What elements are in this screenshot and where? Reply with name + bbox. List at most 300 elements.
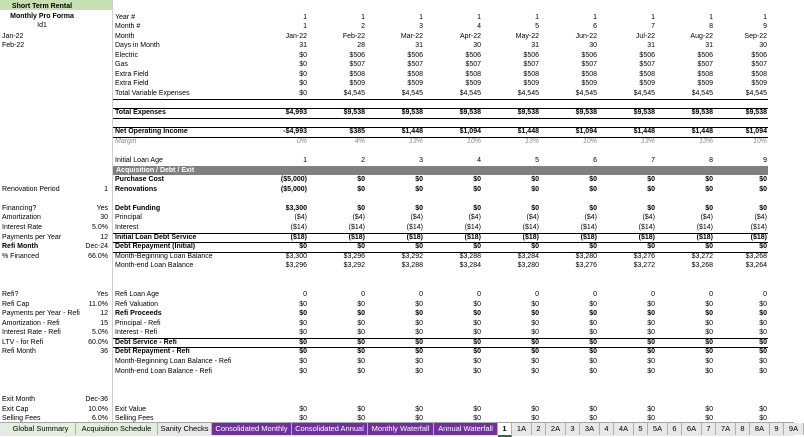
value-cell[interactable]: 1 xyxy=(763,13,767,21)
value-cell[interactable]: $506 xyxy=(581,51,597,59)
value-cell[interactable] xyxy=(255,386,307,396)
line-item-label-cell[interactable]: Debt Funding xyxy=(115,204,161,212)
line-item-label-cell[interactable]: Margin xyxy=(115,137,137,145)
value-cell[interactable]: $3,284 xyxy=(459,262,481,270)
value-cell[interactable]: 10% xyxy=(752,137,767,145)
assumption-label-cell[interactable] xyxy=(0,271,86,281)
assumption-label-cell[interactable]: Interest Rate xyxy=(2,224,43,232)
value-cell[interactable] xyxy=(545,280,597,290)
assumption-label-cell[interactable] xyxy=(0,175,86,185)
value-cell[interactable]: $0 xyxy=(473,415,481,423)
line-item-label-cell[interactable]: Month-Beginning Loan Balance xyxy=(115,252,213,260)
assumption-label-cell[interactable] xyxy=(0,60,86,70)
value-cell[interactable]: Jan-22 xyxy=(285,32,307,40)
value-cell[interactable]: $0 xyxy=(589,348,597,356)
value-cell[interactable]: $0 xyxy=(647,329,655,337)
value-cell[interactable]: Jul-22 xyxy=(635,32,655,40)
value-cell[interactable]: $0 xyxy=(531,310,539,318)
value-cell[interactable] xyxy=(313,395,365,405)
line-item-label-cell[interactable]: Refi Loan Age xyxy=(115,291,159,299)
value-cell[interactable]: 1 xyxy=(303,157,307,165)
value-cell[interactable]: 13% xyxy=(640,137,655,145)
value-cell[interactable]: ($4) xyxy=(642,214,655,222)
value-cell[interactable]: $0 xyxy=(589,300,597,308)
value-cell[interactable]: ($18) xyxy=(522,233,539,241)
assumption-label-cell[interactable]: Refi Month xyxy=(2,243,39,251)
value-cell[interactable] xyxy=(715,146,767,156)
value-cell[interactable]: $0 xyxy=(415,300,423,308)
value-cell[interactable]: ($4) xyxy=(294,214,307,222)
value-cell[interactable]: ($4) xyxy=(754,214,767,222)
value-cell[interactable]: -$4,993 xyxy=(283,128,307,136)
sheet-tab[interactable]: 9 xyxy=(770,423,784,435)
value-cell[interactable]: $0 xyxy=(647,310,655,318)
value-cell[interactable] xyxy=(371,376,423,386)
assumption-label-cell[interactable] xyxy=(0,367,86,377)
value-cell[interactable]: $4,545 xyxy=(459,90,481,98)
value-cell[interactable]: Apr-22 xyxy=(459,32,481,40)
value-cell[interactable]: $0 xyxy=(647,405,655,413)
assumption-value-cell[interactable] xyxy=(84,99,108,109)
sheet-tab[interactable]: 9A xyxy=(784,423,804,435)
value-cell[interactable]: $0 xyxy=(531,415,539,423)
value-cell[interactable]: $0 xyxy=(473,367,481,375)
value-cell[interactable]: 0 xyxy=(651,291,655,299)
value-cell[interactable]: $4,993 xyxy=(285,109,307,117)
value-cell[interactable]: $0 xyxy=(531,243,539,251)
value-cell[interactable] xyxy=(715,395,767,405)
assumption-label-cell[interactable] xyxy=(0,156,86,166)
assumption-label-cell[interactable] xyxy=(0,108,86,118)
value-cell[interactable]: $0 xyxy=(415,367,423,375)
value-cell[interactable]: ($14) xyxy=(406,224,423,232)
value-cell[interactable]: $0 xyxy=(415,415,423,423)
value-cell[interactable]: $4,545 xyxy=(343,90,365,98)
assumption-label-cell[interactable] xyxy=(0,51,86,61)
value-cell[interactable] xyxy=(313,146,365,156)
sheet-tab[interactable]: 5 xyxy=(634,423,648,435)
line-item-label-cell[interactable]: Net Operating Income xyxy=(115,128,188,136)
value-cell[interactable]: 31 xyxy=(531,42,539,50)
value-cell[interactable]: 0 xyxy=(303,291,307,299)
value-cell[interactable]: $0 xyxy=(759,358,767,366)
assumption-value-cell[interactable] xyxy=(84,41,108,51)
value-cell[interactable]: $0 xyxy=(759,329,767,337)
value-cell[interactable]: ($18) xyxy=(750,233,767,241)
value-cell[interactable] xyxy=(661,280,713,290)
value-cell[interactable]: 30 xyxy=(589,42,597,50)
value-cell[interactable]: $0 xyxy=(589,176,597,184)
value-cell[interactable]: $0 xyxy=(473,405,481,413)
value-cell[interactable]: $0 xyxy=(705,367,713,375)
value-cell[interactable]: $0 xyxy=(299,70,307,78)
assumption-label-cell[interactable]: % Financed xyxy=(2,252,39,260)
value-cell[interactable]: $0 xyxy=(299,338,307,346)
value-cell[interactable]: $0 xyxy=(415,358,423,366)
value-cell[interactable] xyxy=(371,386,423,396)
value-cell[interactable]: 31 xyxy=(705,42,713,50)
assumption-label-cell[interactable]: Exit Cap xyxy=(2,405,29,413)
sheet-tab[interactable]: Sanity Checks xyxy=(158,423,212,435)
value-cell[interactable]: $0 xyxy=(589,310,597,318)
value-cell[interactable]: $0 xyxy=(357,319,365,327)
sheet-tab[interactable]: Consolidated Monthly xyxy=(212,423,292,435)
value-cell[interactable]: $0 xyxy=(759,310,767,318)
line-item-label-cell[interactable]: Debt Repayment - Refi xyxy=(115,348,190,356)
value-cell[interactable]: $0 xyxy=(759,415,767,423)
assumption-value-cell[interactable] xyxy=(84,51,108,61)
value-cell[interactable]: $0 xyxy=(415,319,423,327)
value-cell[interactable]: $1,448 xyxy=(633,128,655,136)
sheet-tab[interactable]: Monthly Waterfall xyxy=(368,423,434,435)
assumption-label-cell[interactable] xyxy=(0,376,86,386)
line-item-label-cell[interactable]: Month-end Loan Balance xyxy=(115,262,194,270)
value-cell[interactable]: $3,296 xyxy=(285,262,307,270)
value-cell[interactable]: $4,545 xyxy=(401,90,423,98)
assumption-label-cell[interactable]: Payments per Year xyxy=(2,233,62,241)
line-item-label-cell[interactable]: Principal xyxy=(115,214,142,222)
value-cell[interactable]: $508 xyxy=(523,70,539,78)
value-cell[interactable]: $508 xyxy=(407,70,423,78)
assumption-label-cell[interactable] xyxy=(0,70,86,80)
value-cell[interactable]: ($14) xyxy=(580,224,597,232)
value-cell[interactable]: $1,448 xyxy=(691,128,713,136)
value-cell[interactable]: $3,280 xyxy=(575,252,597,260)
assumption-label-cell[interactable] xyxy=(0,13,86,23)
value-cell[interactable]: 1 xyxy=(593,13,597,21)
value-cell[interactable]: $0 xyxy=(589,204,597,212)
value-cell[interactable]: $0 xyxy=(705,329,713,337)
sheet-tab[interactable]: 3 xyxy=(566,423,580,435)
value-cell[interactable]: $0 xyxy=(705,243,713,251)
value-cell[interactable]: 7 xyxy=(651,23,655,31)
value-cell[interactable]: ($4) xyxy=(526,214,539,222)
value-cell[interactable]: $4,545 xyxy=(575,90,597,98)
value-cell[interactable]: $3,276 xyxy=(633,252,655,260)
value-cell[interactable] xyxy=(371,99,423,109)
value-cell[interactable]: May-22 xyxy=(515,32,539,40)
value-cell[interactable] xyxy=(545,376,597,386)
assumption-value-cell[interactable]: 30 xyxy=(100,214,108,222)
value-cell[interactable]: $0 xyxy=(759,300,767,308)
value-cell[interactable]: $0 xyxy=(357,367,365,375)
value-cell[interactable]: $3,288 xyxy=(459,252,481,260)
value-cell[interactable]: 30 xyxy=(473,42,481,50)
value-cell[interactable]: $0 xyxy=(473,329,481,337)
value-cell[interactable]: $3,264 xyxy=(745,262,767,270)
value-cell[interactable]: $9,538 xyxy=(745,109,767,117)
assumption-value-cell[interactable]: 6.0% xyxy=(92,415,108,423)
value-cell[interactable]: $9,538 xyxy=(633,109,655,117)
value-cell[interactable]: 4 xyxy=(477,157,481,165)
value-cell[interactable]: ($4) xyxy=(410,214,423,222)
value-cell[interactable] xyxy=(715,194,767,204)
value-cell[interactable]: $0 xyxy=(415,243,423,251)
value-cell[interactable]: $0 xyxy=(531,185,539,193)
sheet-tab[interactable]: 6 xyxy=(668,423,682,435)
value-cell[interactable] xyxy=(313,118,365,128)
assumption-value-cell[interactable] xyxy=(84,175,108,185)
value-cell[interactable]: $0 xyxy=(299,310,307,318)
assumption-label-cell[interactable] xyxy=(0,79,86,89)
value-cell[interactable] xyxy=(661,194,713,204)
assumption-label-cell[interactable] xyxy=(0,137,86,147)
sheet-tab[interactable]: 8A xyxy=(750,423,770,435)
value-cell[interactable]: $0 xyxy=(647,348,655,356)
value-cell[interactable] xyxy=(603,395,655,405)
value-cell[interactable]: $0 xyxy=(473,185,481,193)
value-cell[interactable]: ($18) xyxy=(580,233,597,241)
assumption-value-cell[interactable] xyxy=(84,194,108,204)
value-cell[interactable]: ($14) xyxy=(638,224,655,232)
assumption-value-cell[interactable] xyxy=(84,127,108,137)
value-cell[interactable] xyxy=(603,99,655,109)
assumption-value-cell[interactable]: 12 xyxy=(100,310,108,318)
value-cell[interactable]: $0 xyxy=(357,204,365,212)
assumption-label-cell[interactable]: Financing? xyxy=(2,204,37,212)
value-cell[interactable]: ($4) xyxy=(352,214,365,222)
value-cell[interactable]: $506 xyxy=(407,51,423,59)
value-cell[interactable] xyxy=(603,280,655,290)
value-cell[interactable] xyxy=(545,118,597,128)
value-cell[interactable] xyxy=(603,118,655,128)
value-cell[interactable]: ($4) xyxy=(584,214,597,222)
value-cell[interactable]: $0 xyxy=(299,405,307,413)
value-cell[interactable] xyxy=(487,194,539,204)
value-cell[interactable]: 2 xyxy=(361,23,365,31)
assumption-value-cell[interactable]: 5.0% xyxy=(92,329,108,337)
sheet-tab[interactable]: Acquisition Schedule xyxy=(76,423,158,435)
value-cell[interactable]: $0 xyxy=(705,319,713,327)
value-cell[interactable]: $0 xyxy=(473,300,481,308)
assumption-label-cell[interactable]: LTV - for Refi xyxy=(2,338,44,346)
assumption-value-cell[interactable] xyxy=(84,13,108,23)
assumption-value-cell[interactable]: Dec-24 xyxy=(85,243,108,251)
value-cell[interactable]: $3,296 xyxy=(343,252,365,260)
value-cell[interactable]: $0 xyxy=(357,338,365,346)
value-cell[interactable]: $507 xyxy=(697,61,713,69)
value-cell[interactable] xyxy=(545,146,597,156)
line-item-label-cell[interactable]: Days in Month xyxy=(115,42,160,50)
value-cell[interactable]: $506 xyxy=(697,51,713,59)
value-cell[interactable]: $0 xyxy=(357,358,365,366)
value-cell[interactable]: $3,288 xyxy=(401,262,423,270)
line-item-label-cell[interactable]: Initial Loan Debt Service xyxy=(115,233,197,241)
value-cell[interactable]: $507 xyxy=(581,61,597,69)
value-cell[interactable]: $506 xyxy=(523,51,539,59)
value-cell[interactable]: $9,538 xyxy=(401,109,423,117)
value-cell[interactable] xyxy=(715,386,767,396)
value-cell[interactable] xyxy=(255,280,307,290)
value-cell[interactable]: $508 xyxy=(581,70,597,78)
value-cell[interactable]: 8 xyxy=(709,157,713,165)
value-cell[interactable] xyxy=(661,386,713,396)
value-cell[interactable]: 31 xyxy=(299,42,307,50)
value-cell[interactable]: $3,300 xyxy=(285,204,307,212)
value-cell[interactable]: $3,272 xyxy=(691,252,713,260)
value-cell[interactable]: $508 xyxy=(465,70,481,78)
value-cell[interactable] xyxy=(661,376,713,386)
value-cell[interactable]: $1,448 xyxy=(401,128,423,136)
assumption-value-cell[interactable]: 15 xyxy=(100,319,108,327)
sheet-tab[interactable]: 3A xyxy=(580,423,600,435)
value-cell[interactable]: $0 xyxy=(531,319,539,327)
value-cell[interactable] xyxy=(661,99,713,109)
value-cell[interactable]: 0 xyxy=(709,291,713,299)
value-cell[interactable]: ($18) xyxy=(406,233,423,241)
value-cell[interactable]: 1 xyxy=(419,13,423,21)
assumption-label-cell[interactable] xyxy=(0,386,86,396)
sheet-tab[interactable]: 7A xyxy=(716,423,736,435)
value-cell[interactable] xyxy=(313,386,365,396)
value-cell[interactable]: $0 xyxy=(531,300,539,308)
assumption-label-cell[interactable]: Renovation Period xyxy=(2,185,60,193)
value-cell[interactable]: $0 xyxy=(589,358,597,366)
value-cell[interactable]: $4,545 xyxy=(633,90,655,98)
value-cell[interactable]: $0 xyxy=(531,204,539,212)
value-cell[interactable]: $0 xyxy=(589,415,597,423)
value-cell[interactable] xyxy=(545,386,597,396)
value-cell[interactable]: $0 xyxy=(531,367,539,375)
value-cell[interactable] xyxy=(255,146,307,156)
value-cell[interactable] xyxy=(255,271,307,281)
value-cell[interactable] xyxy=(715,271,767,281)
value-cell[interactable]: $0 xyxy=(299,61,307,69)
value-cell[interactable]: 1 xyxy=(303,23,307,31)
value-cell[interactable]: $0 xyxy=(357,415,365,423)
value-cell[interactable]: 10% xyxy=(582,137,597,145)
assumption-value-cell[interactable]: Dec-36 xyxy=(85,396,108,404)
sheet-tab[interactable]: 7 xyxy=(702,423,716,435)
value-cell[interactable] xyxy=(603,146,655,156)
assumption-value-cell[interactable]: Yes xyxy=(96,204,108,212)
subtitle-cell[interactable]: Monthly Pro Forma xyxy=(10,12,74,20)
value-cell[interactable]: 1 xyxy=(361,13,365,21)
value-cell[interactable]: ($14) xyxy=(750,224,767,232)
assumption-value-cell[interactable]: 12 xyxy=(100,233,108,241)
line-item-label-cell[interactable]: Total Variable Expenses xyxy=(115,90,190,98)
value-cell[interactable]: $0 xyxy=(415,176,423,184)
assumption-label-cell[interactable]: Refi? xyxy=(2,291,19,299)
assumption-label-cell[interactable] xyxy=(0,146,86,156)
value-cell[interactable]: 0 xyxy=(593,291,597,299)
value-cell[interactable]: $0 xyxy=(759,185,767,193)
value-cell[interactable]: ($18) xyxy=(464,233,481,241)
value-cell[interactable]: $0 xyxy=(705,348,713,356)
value-cell[interactable]: $0 xyxy=(647,185,655,193)
assumption-value-cell[interactable] xyxy=(84,156,108,166)
value-cell[interactable]: $0 xyxy=(415,338,423,346)
value-cell[interactable]: $0 xyxy=(473,204,481,212)
value-cell[interactable]: ($14) xyxy=(696,224,713,232)
value-cell[interactable]: $3,280 xyxy=(517,262,539,270)
line-item-label-cell[interactable]: Year # xyxy=(115,13,135,21)
line-item-label-cell[interactable]: Exit Value xyxy=(115,405,146,413)
value-cell[interactable] xyxy=(255,194,307,204)
assumption-label-cell[interactable]: Refi Cap xyxy=(2,300,30,308)
value-cell[interactable]: $507 xyxy=(639,61,655,69)
value-cell[interactable]: $0 xyxy=(357,300,365,308)
value-cell[interactable]: $0 xyxy=(357,405,365,413)
value-cell[interactable] xyxy=(661,395,713,405)
value-cell[interactable]: $0 xyxy=(473,319,481,327)
line-item-label-cell[interactable]: Month # xyxy=(115,23,141,31)
line-item-label-cell[interactable]: Initial Loan Age xyxy=(115,157,163,165)
value-cell[interactable]: $0 xyxy=(531,405,539,413)
value-cell[interactable]: $508 xyxy=(697,70,713,78)
value-cell[interactable]: 1 xyxy=(303,13,307,21)
value-cell[interactable]: $509 xyxy=(349,80,365,88)
value-cell[interactable] xyxy=(545,194,597,204)
assumption-value-cell[interactable] xyxy=(84,118,108,128)
value-cell[interactable]: $0 xyxy=(647,319,655,327)
assumption-label-cell[interactable]: Amortization xyxy=(2,214,41,222)
line-item-label-cell[interactable]: Renovations xyxy=(115,185,158,193)
value-cell[interactable]: $1,094 xyxy=(575,128,597,136)
value-cell[interactable]: $0 xyxy=(705,405,713,413)
value-cell[interactable] xyxy=(371,118,423,128)
value-cell[interactable]: $0 xyxy=(759,243,767,251)
value-cell[interactable]: Feb-22 xyxy=(342,32,365,40)
value-cell[interactable]: 9 xyxy=(763,23,767,31)
value-cell[interactable] xyxy=(545,395,597,405)
value-cell[interactable]: $0 xyxy=(647,358,655,366)
value-cell[interactable]: $0 xyxy=(589,319,597,327)
value-cell[interactable]: $0 xyxy=(299,367,307,375)
value-cell[interactable]: $0 xyxy=(299,415,307,423)
sheet-tab[interactable]: 8 xyxy=(736,423,750,435)
value-cell[interactable]: 1 xyxy=(709,13,713,21)
assumption-label-cell[interactable]: Feb-22 xyxy=(2,42,25,50)
value-cell[interactable]: ($14) xyxy=(464,224,481,232)
value-cell[interactable]: Aug-22 xyxy=(690,32,713,40)
value-cell[interactable]: 0 xyxy=(361,291,365,299)
value-cell[interactable]: 4% xyxy=(354,137,365,145)
value-cell[interactable]: ($14) xyxy=(348,224,365,232)
value-cell[interactable]: $3,272 xyxy=(633,262,655,270)
value-cell[interactable]: $0 xyxy=(647,204,655,212)
value-cell[interactable]: $0 xyxy=(357,310,365,318)
assumption-value-cell[interactable] xyxy=(84,271,108,281)
value-cell[interactable]: $1,094 xyxy=(459,128,481,136)
value-cell[interactable]: $507 xyxy=(407,61,423,69)
value-cell[interactable]: 0 xyxy=(535,291,539,299)
value-cell[interactable]: $4,545 xyxy=(517,90,539,98)
assumption-value-cell[interactable] xyxy=(84,22,108,32)
value-cell[interactable] xyxy=(429,395,481,405)
value-cell[interactable]: $0 xyxy=(415,405,423,413)
value-cell[interactable]: 6 xyxy=(593,23,597,31)
value-cell[interactable]: $1,094 xyxy=(745,128,767,136)
value-cell[interactable] xyxy=(661,271,713,281)
value-cell[interactable]: $0 xyxy=(589,185,597,193)
value-cell[interactable]: $4,545 xyxy=(745,90,767,98)
value-cell[interactable]: 8 xyxy=(709,23,713,31)
assumption-value-cell[interactable] xyxy=(84,367,108,377)
assumption-value-cell[interactable]: 36 xyxy=(100,348,108,356)
value-cell[interactable] xyxy=(255,376,307,386)
value-cell[interactable]: $0 xyxy=(473,243,481,251)
assumption-label-cell[interactable]: Selling Fees xyxy=(2,415,41,423)
line-item-label-cell[interactable]: Total Expenses xyxy=(115,109,166,117)
assumption-value-cell[interactable]: 60.0% xyxy=(88,338,108,346)
sheet-tab[interactable]: 4A xyxy=(614,423,634,435)
assumption-value-cell[interactable]: 10.0% xyxy=(88,405,108,413)
value-cell[interactable]: $0 xyxy=(705,176,713,184)
value-cell[interactable]: $0 xyxy=(299,319,307,327)
value-cell[interactable]: ($18) xyxy=(638,233,655,241)
value-cell[interactable]: Mar-22 xyxy=(400,32,423,40)
